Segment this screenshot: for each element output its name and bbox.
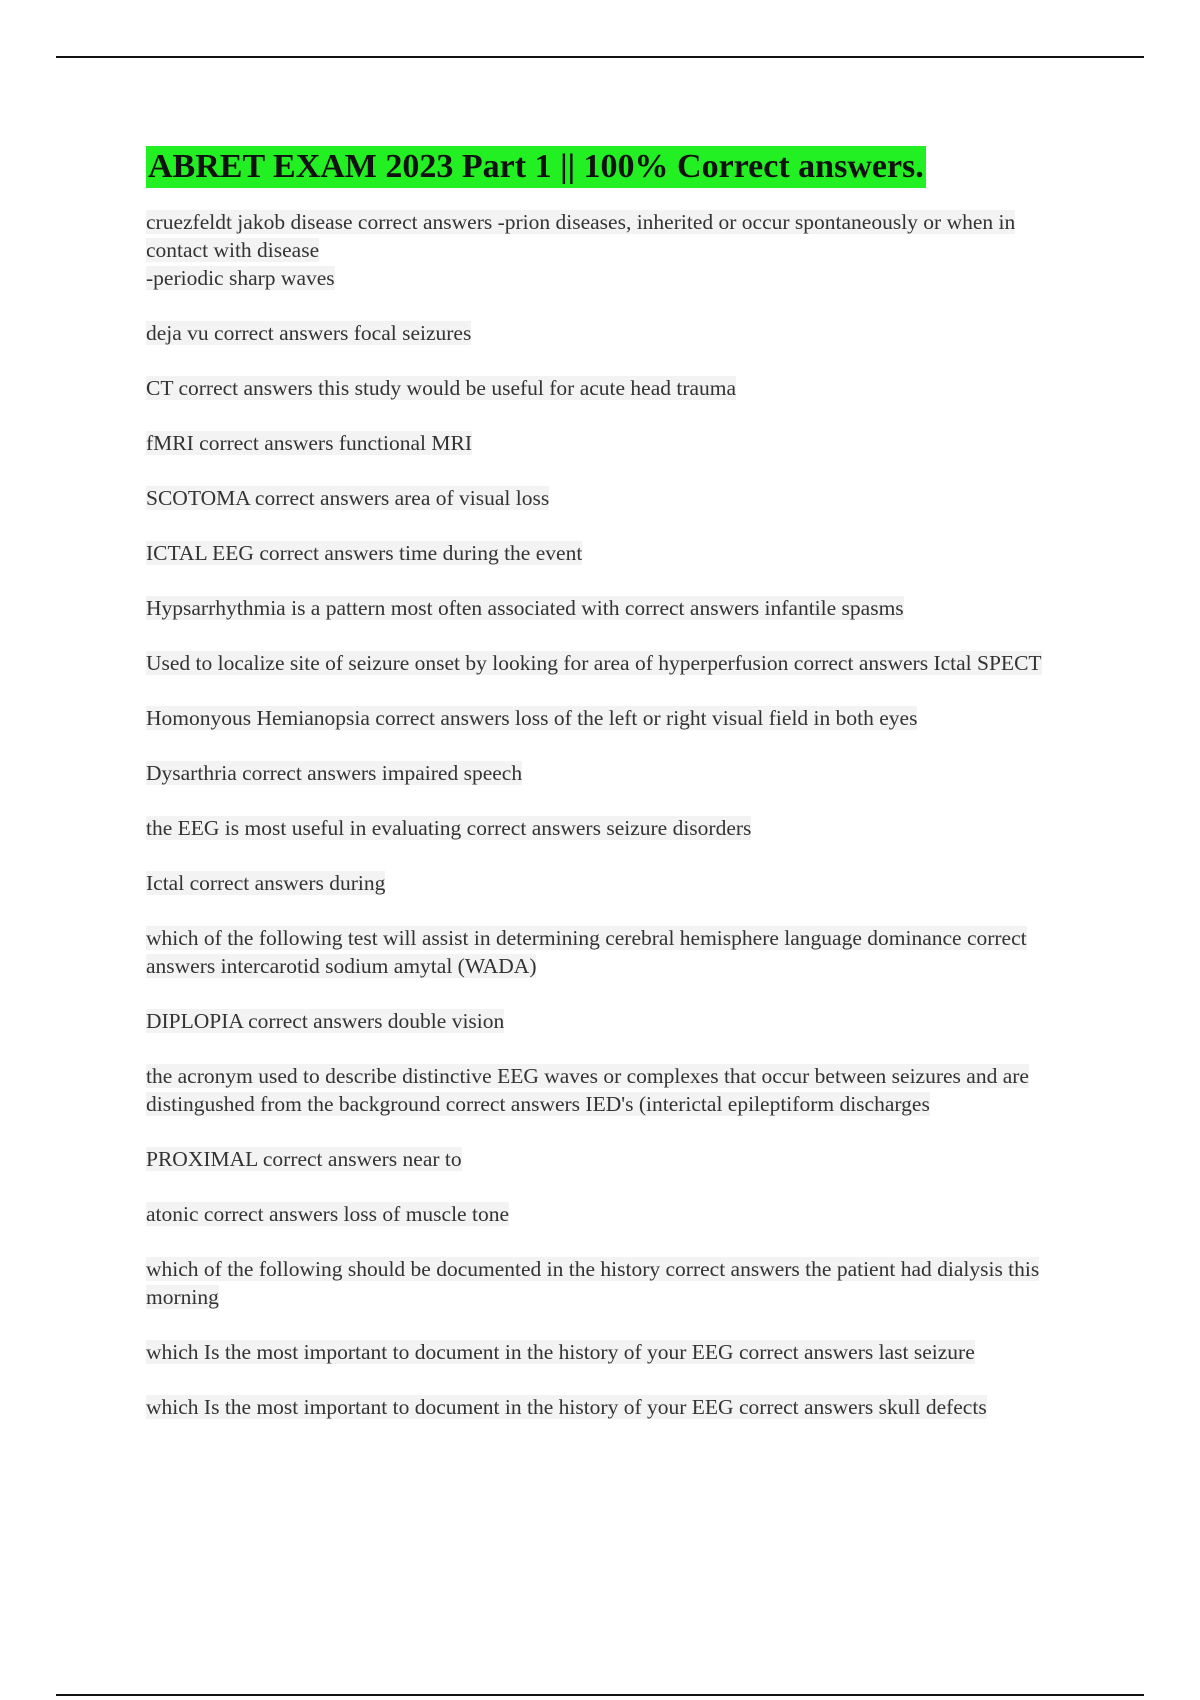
qa-text: atonic correct answers loss of muscle tone [146,1202,509,1226]
qa-text: Ictal correct answers during [146,871,386,895]
qa-list [146,208,1056,1421]
qa-text: the EEG is most useful in evaluating correct answers seizure disorders [146,816,752,840]
qa-item-2 [146,319,1056,347]
qa-item-17 [146,1200,1056,1228]
qa-text: which Is the most important to document in the history of your EEG correct answers last seizure [146,1340,975,1364]
top-divider [56,56,1144,58]
qa-item-14 [146,1007,1056,1035]
qa-text: which Is the most important to document in the history of your EEG correct answers skull defects [146,1395,987,1419]
qa-item-5 [146,484,1056,512]
document-title: ABRET EXAM 2023 Part 1 || 100% Correct answers. [146,146,926,188]
bottom-divider [56,1694,1144,1696]
qa-item-16 [146,1145,1056,1173]
qa-text: which of the following test will assist in determining cerebral hemisphere language dominance correct answers intercarotid sodium amytal (WADA) [146,926,1027,978]
qa-item-12 [146,869,1056,897]
qa-text: PROXIMAL correct answers near to [146,1147,462,1171]
qa-item-15 [146,1062,1056,1118]
qa-item-8 [146,649,1056,677]
qa-text: Used to localize site of seizure onset by looking for area of hyperperfusion correct answers Ictal SPECT [146,651,1042,675]
document-body [146,146,1056,1448]
qa-text: DIPLOPIA correct answers double vision [146,1009,505,1033]
qa-item-7 [146,594,1056,622]
qa-item-13 [146,924,1056,980]
qa-item-1 [146,208,1056,292]
qa-item-6 [146,539,1056,567]
qa-text: ICTAL EEG correct answers time during the event [146,541,583,565]
qa-text: Dysarthria correct answers impaired speech [146,761,523,785]
qa-item-10 [146,759,1056,787]
qa-item-19 [146,1338,1056,1366]
qa-text: SCOTOMA correct answers area of visual loss [146,486,550,510]
qa-text: which of the following should be documented in the history correct answers the patient had dialysis this morning [146,1257,1040,1309]
qa-text: Hypsarrhythmia is a pattern most often associated with correct answers infantile spasms [146,596,904,620]
qa-item-9 [146,704,1056,732]
qa-text: deja vu correct answers focal seizures [146,321,472,345]
qa-item-3 [146,374,1056,402]
qa-text: fMRI correct answers functional MRI [146,431,472,455]
qa-item-4 [146,429,1056,457]
qa-text: Homonyous Hemianopsia correct answers loss of the left or right visual field in both eyes [146,706,918,730]
qa-text: cruezfeldt jakob disease correct answers -prion diseases, inherited or occur spontaneously or when in contact with disease -periodic sharp waves [146,210,1016,290]
qa-item-20 [146,1393,1056,1421]
qa-text: CT correct answers this study would be useful for acute head trauma [146,376,737,400]
qa-item-11 [146,814,1056,842]
qa-text: the acronym used to describe distinctive EEG waves or complexes that occur between seizures and are distingushed from the background correct answers IED's (interictal epileptiform discharges [146,1064,1029,1116]
qa-item-18 [146,1255,1056,1311]
